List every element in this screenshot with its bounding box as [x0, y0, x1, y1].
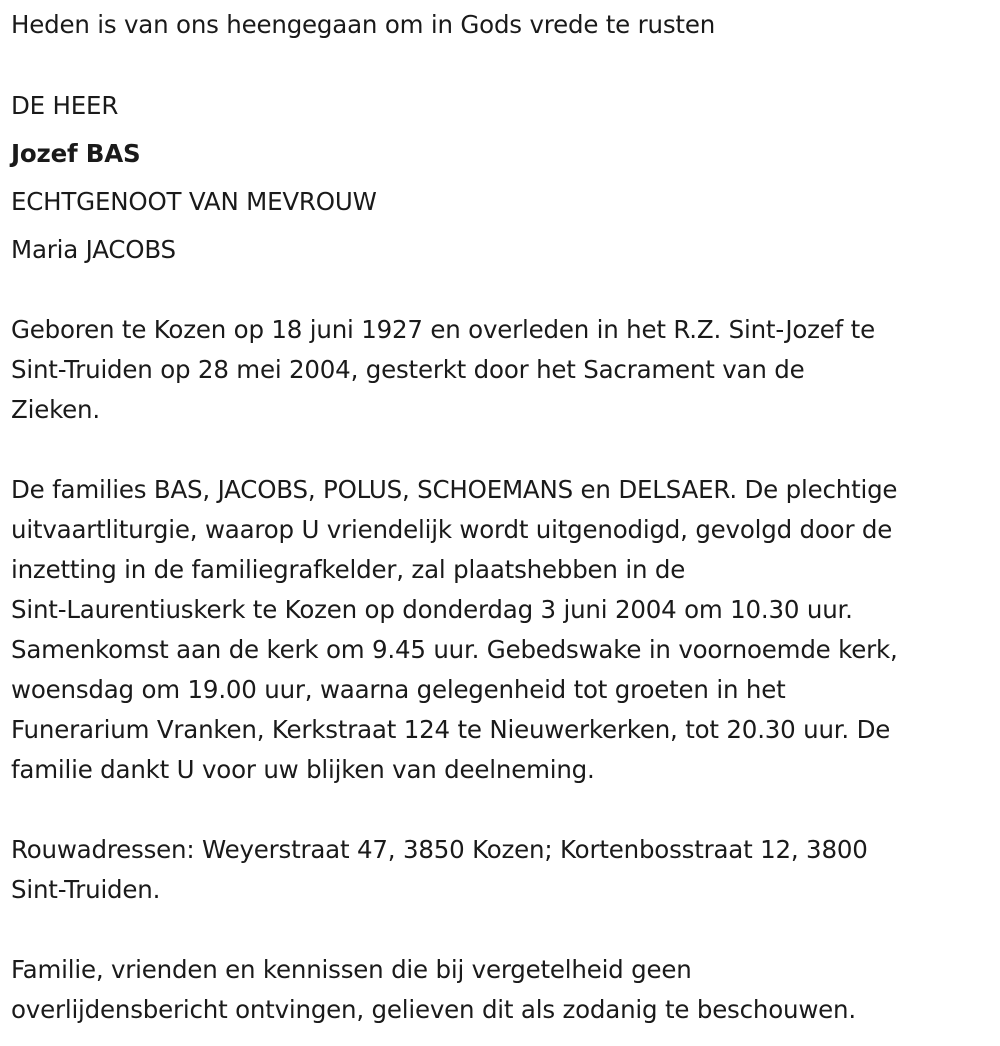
- spouse-name: Maria JACOBS: [11, 235, 176, 264]
- intro-line: Heden is van ons heengegaan om in Gods vrede te rusten: [11, 10, 716, 39]
- paragraph-line: uitvaartliturgie, waarop U vriendelijk wordt uitgenodigd, gevolgd door de: [11, 515, 893, 544]
- paragraph-line: Sint-Truiden.: [11, 875, 161, 904]
- paragraph-line: familie dankt U voor uw blijken van deelneming.: [11, 755, 595, 784]
- paragraph-line: Samenkomst aan de kerk om 9.45 uur. Gebedswake in voornoemde kerk,: [11, 635, 898, 664]
- paragraph-line: Rouwadressen: Weyerstraat 47, 3850 Kozen; Kortenbosstraat 12, 3800: [11, 835, 868, 864]
- paragraph-line: inzetting in de familiegrafkelder, zal plaatshebben in de: [11, 555, 686, 584]
- mourning-address-paragraph: [11, 830, 996, 910]
- paragraph-line: Sint-Laurentiuskerk te Kozen op donderdag 3 juni 2004 om 10.30 uur.: [11, 595, 853, 624]
- paragraph-line: Zieken.: [11, 395, 100, 424]
- paragraph-line: Geboren te Kozen op 18 juni 1927 en overleden in het R.Z. Sint-Jozef te: [11, 315, 875, 344]
- notice-paragraph: [11, 950, 996, 1030]
- paragraph-line: Familie, vrienden en kennissen die bij vergetelheid geen: [11, 955, 692, 984]
- birth-death-paragraph: [11, 310, 996, 430]
- spouse-label: ECHTGENOOT VAN MEVROUW: [11, 187, 377, 216]
- honorific-title: DE HEER: [11, 91, 119, 120]
- paragraph-line: Sint-Truiden op 28 mei 2004, gesterkt door het Sacrament van de: [11, 355, 805, 384]
- paragraph-line: woensdag om 19.00 uur, waarna gelegenheid tot groeten in het: [11, 675, 786, 704]
- paragraph-line: overlijdensbericht ontvingen, gelieven dit als zodanig te beschouwen.: [11, 995, 856, 1024]
- funeral-paragraph: [11, 470, 996, 790]
- deceased-name: Jozef BAS: [11, 139, 141, 168]
- paragraph-line: De families BAS, JACOBS, POLUS, SCHOEMANS en DELSAER. De plechtige: [11, 475, 898, 504]
- paragraph-line: Funerarium Vranken, Kerkstraat 124 te Nieuwerkerken, tot 20.30 uur. De: [11, 715, 891, 744]
